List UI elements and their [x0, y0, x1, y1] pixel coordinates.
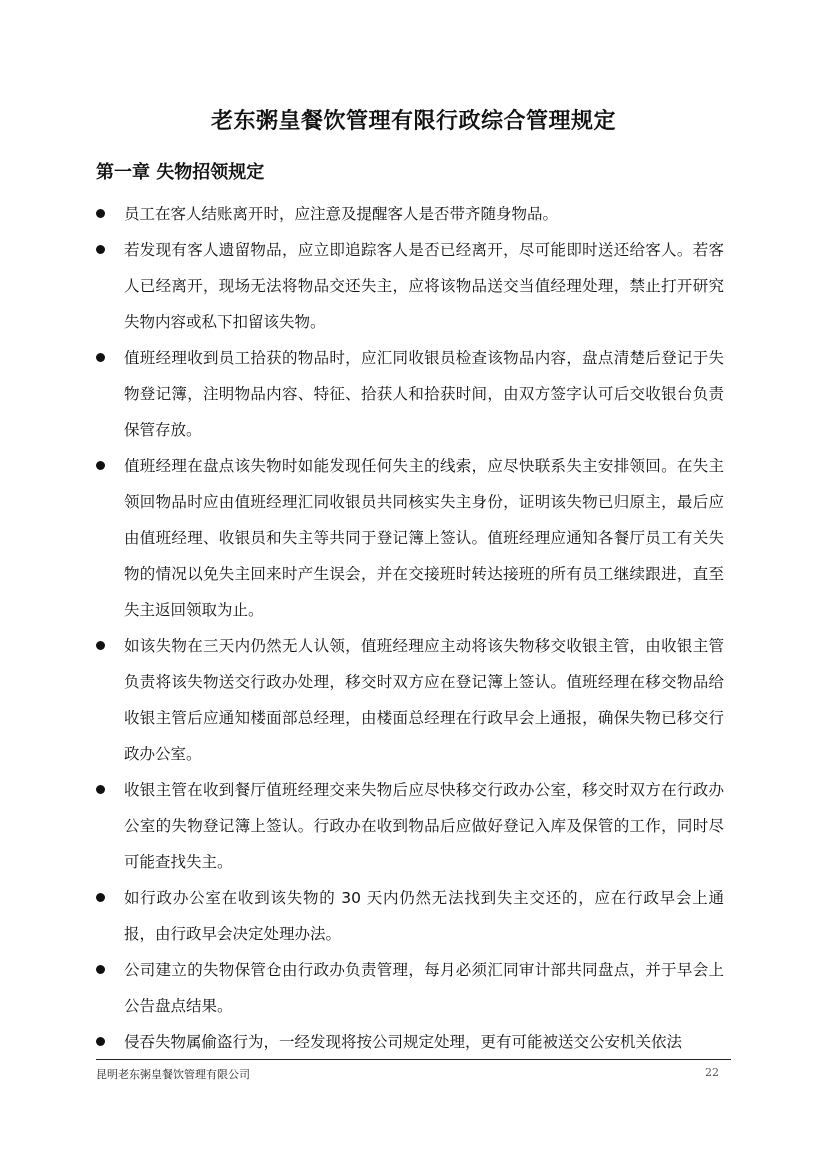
rules-list [96, 196, 724, 1060]
bullet-icon [96, 893, 105, 902]
bullet-icon [96, 1037, 105, 1046]
rule-text: 值班经理收到员工拾获的物品时，应汇同收银员检查该物品内容，盘点清楚后登记于失物登记簿，注明物品内容、特征、拾获人和拾获时间，由双方签字认可后交收银台负责保管存放。 [124, 349, 724, 439]
bullet-icon [96, 461, 105, 470]
bullet-icon [96, 353, 105, 362]
rule-item [96, 448, 724, 628]
rule-item [96, 772, 724, 880]
rule-text: 如该失物在三天内仍然无人认领，值班经理应主动将该失物移交收银主管，由收银主管负责将该失物送交行政办处理，移交时双方应在登记簿上签认。值班经理在移交物品给收银主管后应通知楼面部总经理，由楼面总经理在行政早会上通报，确保失物已移交行政办公室。 [124, 637, 724, 763]
rule-text: 侵吞失物属偷盗行为，一经发现将按公司规定处理，更有可能被送交公安机关依法 [124, 1033, 683, 1051]
rule-item [96, 880, 724, 952]
bullet-icon [96, 785, 105, 794]
bullet-icon [96, 209, 105, 218]
rule-text: 如行政办公室在收到该失物的 30 天内仍然无法找到失主交还的，应在行政早会上通报，由行政早会决定处理办法。 [124, 889, 724, 943]
rule-item [96, 232, 724, 340]
rule-item [96, 340, 724, 448]
rule-text: 公司建立的失物保管仓由行政办负责管理，每月必须汇同审计部共同盘点，并于早会上公告盘点结果。 [124, 961, 724, 1015]
rule-text: 若发现有客人遗留物品，应立即追踪客人是否已经离开，尽可能即时送还给客人。若客人已经离开，现场无法将物品交还失主，应将该物品送交当值经理处理，禁止打开研究失物内容或私下扣留该失物。 [124, 241, 724, 331]
rule-text: 收银主管在收到餐厅值班经理交来失物后应尽快移交行政办公室，移交时双方在行政办公室的失物登记簿上签认。行政办在收到物品后应做好登记入库及保管的工作，同时尽可能查找失主。 [124, 781, 724, 871]
bullet-icon [96, 641, 105, 650]
bullet-icon [96, 245, 105, 254]
rule-item [96, 628, 724, 772]
footer-page-number: 22 [705, 1066, 719, 1079]
rule-item [96, 196, 724, 232]
bullet-icon [96, 965, 105, 974]
chapter-heading: 第一章 失物招领规定 [96, 162, 265, 183]
footer-divider [96, 1059, 731, 1060]
rule-text: 员工在客人结账离开时，应注意及提醒客人是否带齐随身物品。 [124, 205, 559, 223]
footer-company-name: 昆明老东粥皇餐饮管理有限公司 [96, 1068, 250, 1081]
rule-text: 值班经理在盘点该失物时如能发现任何失主的线索，应尽快联系失主安排领回。在失主领回物品时应由值班经理汇同收银员共同核实失主身份，证明该失物已归原主，最后应由值班经理、收银员和失主等共同于登记簿上签认。值班经理应通知各餐厅员工有关失物的情况以免失主回来时产生误会，并在交接班时转达接班的所有员工继续跟进，直至失主返回领取为止。 [124, 457, 724, 619]
rule-item [96, 1024, 724, 1060]
document-title: 老东粥皇餐饮管理有限行政综合管理规定 [210, 109, 616, 134]
rule-item [96, 952, 724, 1024]
